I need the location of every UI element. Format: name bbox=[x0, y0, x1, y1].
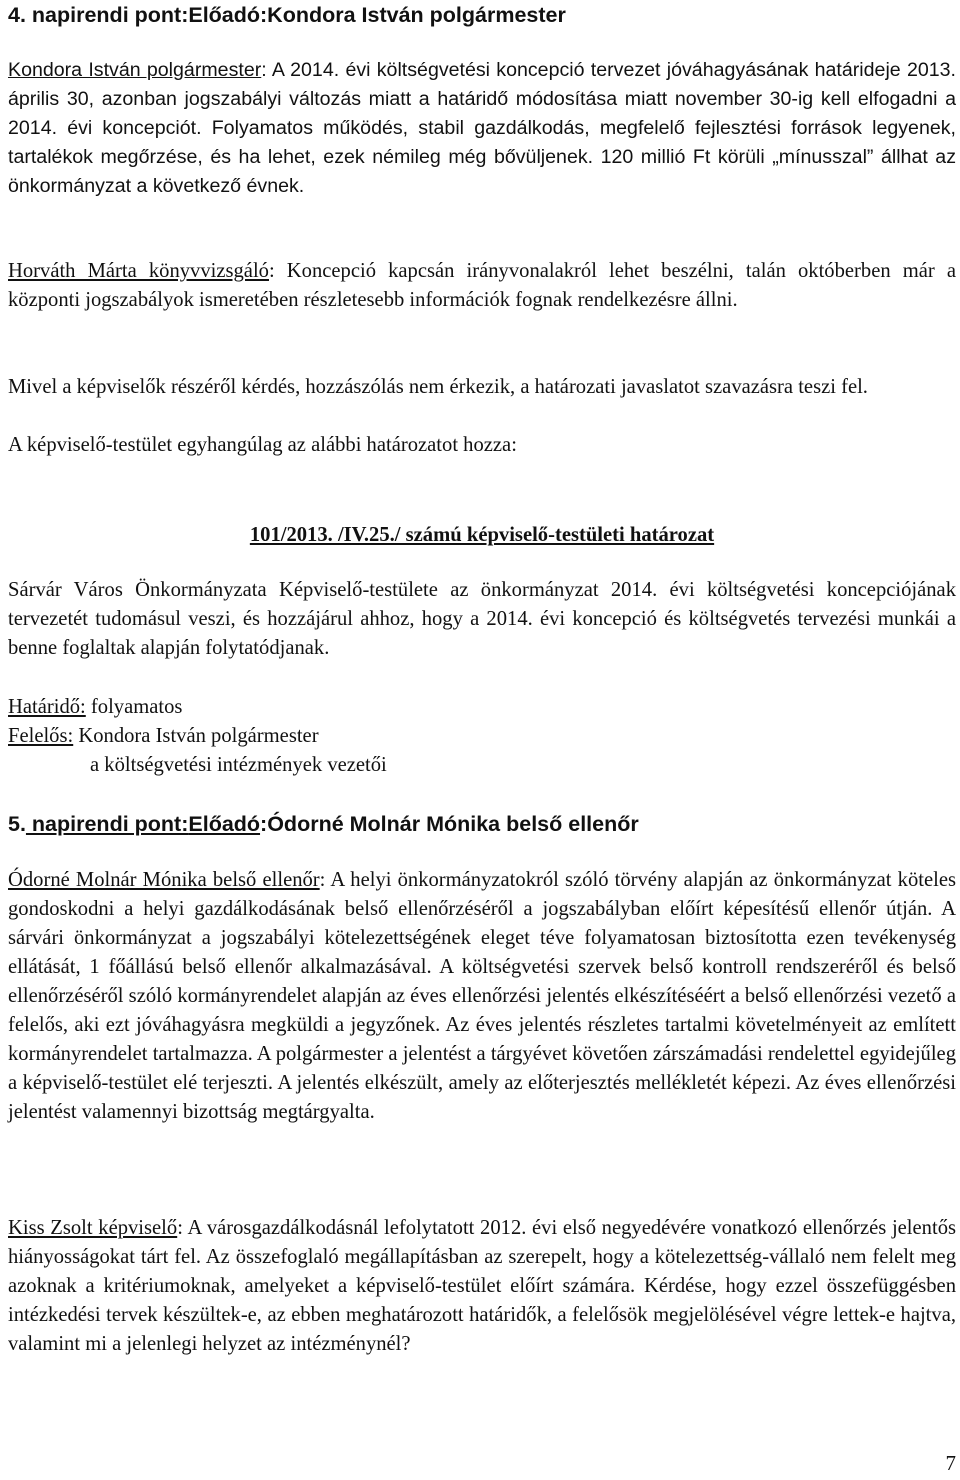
speaker-name: Ódorné Molnár Mónika belső ellenőr bbox=[8, 869, 320, 891]
responsible-value: Kondora István polgármester bbox=[73, 725, 319, 747]
heading-number: 5. bbox=[8, 812, 26, 836]
paragraph-text: Folyamatos működés, stabil gazdálkodás, megfelelő fejlesztési források legyenek, tartalékok megőrzése, és ha lehet, ezek némileg még bővüljenek. 120 millió Ft körüli „mínusszal” állhat az önkormányzat a következő évnek. bbox=[8, 117, 956, 197]
section-4-paragraph-mayor bbox=[8, 56, 956, 201]
resolution-body: Sárvár Város Önkormányzata Képviselő-testülete az önkormányzat 2014. évi költségvetési koncepciójának tervezetét tudomásul veszi, és hozzájárul ahhoz, hogy a 2014. évi koncepció és költségvetés tervezési munkái a benne foglaltak alapján folytatódjanak. bbox=[8, 579, 956, 659]
paragraph-text: : A városgazdálkodásnál lefolytatott 2012. évi első negyedévére vonatkozó ellenőrzés jelentős hiányosságokat tárt fel. Az összefoglaló megállapításban az szerepelt, hogy a kötelezettség-vállaló nem felelt meg azoknak a kritériumoknak, amelyeket a képviselő-testület előírt számára. Kérdése, hogy ezzel összefüggésben intézkedési tervek készültek-e, az ebben meghatározott határidők, a felelősök megjelölésével végre lettek-e hajtva, valamint mi a jelenlegi helyzet az intézménynél? bbox=[8, 1217, 957, 1355]
responsible-line bbox=[8, 722, 956, 751]
heading-part: :Ódorné Molnár Mónika belső ellenőr bbox=[260, 812, 639, 836]
heading-part: Előadó bbox=[188, 812, 261, 836]
responsible-line-2: a költségvetési intézmények vezetői bbox=[90, 754, 387, 776]
section-4-paragraph-decision: A képviselő-testület egyhangúlag az alábbi határozatot hozza: bbox=[8, 434, 517, 456]
responsible-label: Felelős: bbox=[8, 725, 74, 747]
page-number: 7 bbox=[945, 1451, 956, 1475]
paragraph-text: : A 2014. évi költségvetési koncepció tervezet jóváhagyásának határideje 2013. április 30, azonban jogszabályi változás miatt a határidő módosítása miatt november 30-ig kell elfogadni a 2014. évi koncepciót. bbox=[8, 59, 956, 139]
paragraph-text: : A helyi önkormányzatokról szóló törvény alapján az önkormányzat köteles gondoskodni a helyi gazdálkodásának belső ellenőrzéséről a jogszabályban előírt képesítésű ellenőr útján. A sárvári önkormányzat a jogszabályi kötelezettségének eleget téve folyamatosan biztosította ezen tevékenység ellátását, 1 főállású belső ellenőr alkalmazásával. A költségvetési szervek belső kontroll rendszeréről és belső ellenőrzéséről szóló kormányrendelet alapján az éves ellenőrzési jelentés elkészítéséért a belső ellenőrzési vezető a felelős, aki ezt jóváhagyásra megküldi a jegyzőnek. Az éves jelentés részletes tartalmi követelményeit az említett kormányrendelet tartalmazza. A polgármester a jelentést a tárgyévet követően zárszámadási rendelettel egyidejűleg a képviselő-testület elé terjeszti. A jelentés elkészült, amely az előterjesztés mellékletét képezi. Az éves ellenőrzési jelentést valamennyi bizottság megtárgyalta. bbox=[8, 869, 956, 1123]
section-5-paragraph-representative bbox=[8, 1214, 956, 1359]
section-4-paragraph-vote: Mivel a képviselők részéről kérdés, hozzászólás nem érkezik, a határozati javaslatot szavazásra teszi fel. bbox=[8, 376, 868, 398]
speaker-name: Kondora István polgármester bbox=[8, 59, 262, 81]
paragraph-text: : Koncepció kapcsán irányvonalakról lehet beszélni, talán októberben már a központi jogszabályok ismeretében részletesebb információk fognak rendelkezésre állni. bbox=[8, 260, 956, 311]
section-5-paragraph-auditor bbox=[8, 866, 956, 1127]
resolution-deadline bbox=[8, 693, 956, 722]
resolution-responsible bbox=[8, 722, 956, 780]
speaker-name: Kiss Zsolt képviselő bbox=[8, 1217, 178, 1239]
section-4-heading: 4. napirendi pont:Előadó:Kondora István polgármester bbox=[8, 3, 566, 27]
deadline-value: folyamatos bbox=[85, 696, 183, 718]
speaker-name: Horváth Márta könyvvizsgáló bbox=[8, 260, 269, 282]
resolution-title: 101/2013. /IV.25./ számú képviselő-testületi határozat bbox=[249, 524, 715, 546]
deadline-label: Határidő: bbox=[8, 696, 86, 718]
heading-part: napirendi pont: bbox=[25, 812, 189, 836]
section-4-paragraph-auditor bbox=[8, 257, 956, 315]
section-5-heading bbox=[8, 810, 639, 838]
